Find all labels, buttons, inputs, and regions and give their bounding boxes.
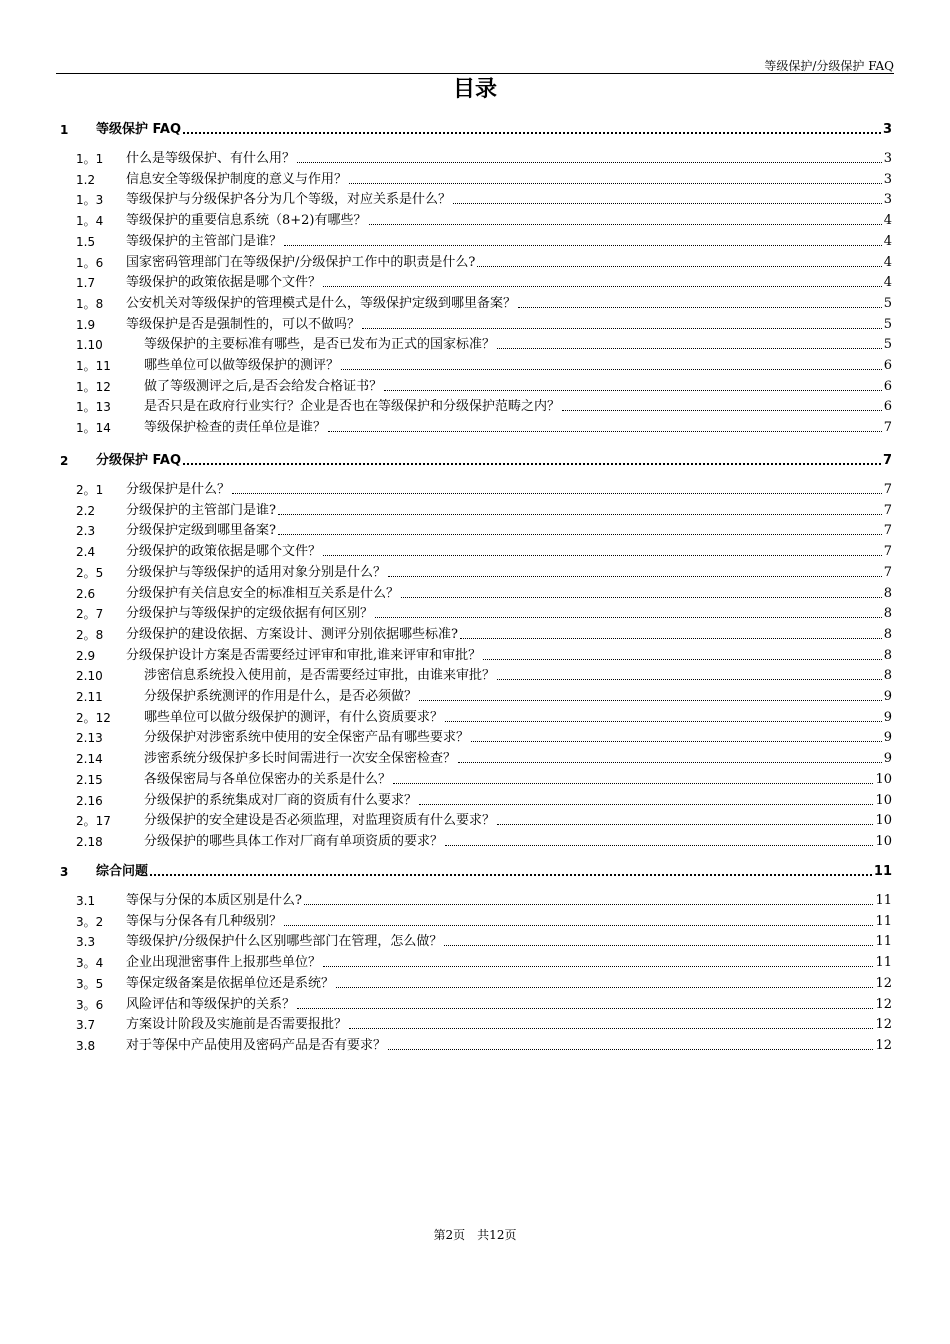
toc-entry[interactable] — [56, 891, 892, 909]
dot-leader — [445, 841, 873, 846]
dot-leader — [445, 717, 882, 722]
dot-leader — [349, 179, 882, 184]
entry-number: 1。14 — [76, 421, 111, 436]
page-number: 9 — [883, 730, 892, 746]
entry-number: 2.10 — [76, 669, 103, 684]
dot-leader — [323, 551, 882, 556]
page-number: 4 — [883, 233, 892, 249]
toc-entry[interactable] — [56, 749, 892, 767]
toc-entry[interactable] — [56, 294, 892, 312]
page-number: 12 — [875, 1017, 892, 1033]
section-title: 等级保护 FAQ — [96, 122, 182, 137]
entry-text: 分级保护的安全建设是否必须监理，对监理资质有什么要求？ — [144, 813, 496, 829]
toc-entry[interactable] — [56, 170, 892, 188]
entry-number: 1。12 — [76, 379, 111, 394]
dot-leader — [388, 572, 882, 577]
toc-entry[interactable] — [56, 356, 892, 374]
entry-text: 企业出现泄密事件上报那些单位？ — [126, 955, 322, 971]
entry-number: 3.7 — [76, 1018, 96, 1033]
entry-number: 1。4 — [76, 214, 104, 229]
page-number: 12 — [875, 1037, 892, 1053]
toc-entry[interactable] — [56, 377, 892, 395]
dot-leader — [323, 962, 873, 967]
toc-entry[interactable] — [56, 397, 892, 415]
page-number: 9 — [883, 751, 892, 767]
entry-text: 哪些单位可以做分级保护的测评，有什么资质要求？ — [144, 709, 444, 725]
entry-text: 分级保护有关信息安全的标准相互关系是什么？ — [126, 585, 400, 601]
page-number: 4 — [883, 213, 892, 229]
page-number: 7 — [883, 564, 892, 580]
dot-leader — [183, 459, 881, 465]
page-number: 3 — [883, 192, 892, 208]
dot-leader — [284, 921, 873, 926]
entry-text: 什么是等级保护、有什么用？ — [126, 151, 296, 166]
entry-text: 分级保护是什么？ — [126, 482, 231, 497]
dot-leader — [453, 199, 882, 204]
dot-leader — [497, 344, 882, 349]
page-number: 7 — [883, 544, 892, 560]
dot-leader — [297, 158, 882, 163]
entry-number: 1.10 — [76, 338, 103, 353]
entry-text: 哪些单位可以做等级保护的测评？ — [144, 358, 340, 373]
toc-entry[interactable] — [56, 1036, 892, 1054]
dot-leader — [362, 324, 882, 329]
dot-leader — [369, 220, 882, 225]
entry-text: 分级保护的哪些具体工作对厂商有单项资质的要求？ — [144, 833, 444, 849]
dot-leader — [401, 593, 882, 598]
entry-text: 分级保护系统测评的作用是什么，是否必须做？ — [144, 689, 418, 704]
entry-number: 1.9 — [76, 317, 96, 332]
page-number: 8 — [883, 668, 892, 684]
toc-entry[interactable] — [56, 974, 892, 992]
page-header: 等级保护/分级保护 FAQ — [764, 59, 894, 73]
toc-entry[interactable] — [56, 521, 892, 539]
page-number: 8 — [883, 585, 892, 601]
page-number: 11 — [875, 913, 892, 929]
section-number: 2 — [60, 454, 69, 468]
entry-text: 分级保护的政策依据是哪个文件？ — [126, 544, 322, 560]
entry-text: 分级保护对涉密系统中使用的安全保密产品有哪些要求？ — [144, 730, 470, 746]
entry-text: 等级保护的政策依据是哪个文件？ — [126, 275, 322, 291]
dot-leader — [375, 613, 882, 618]
section-title: 分级保护 FAQ — [96, 453, 182, 468]
entry-text: 涉密信息系统投入使用前，是否需要经过审批，由谁来审批？ — [144, 668, 496, 684]
section-number: 1 — [60, 123, 69, 137]
dot-leader — [328, 427, 882, 432]
page-number: 6 — [883, 358, 892, 373]
page-number: 5 — [883, 316, 892, 332]
page-number: 8 — [883, 647, 892, 663]
entry-text: 公安机关对等级保护的管理模式是什么，等级保护定级到哪里备案？ — [126, 295, 517, 311]
section-title: 综合问题 — [96, 864, 149, 879]
entry-number: 2.2 — [76, 503, 96, 518]
toc-entry[interactable] — [56, 232, 892, 250]
page-number: 9 — [883, 709, 892, 725]
entry-number: 3。5 — [76, 976, 104, 991]
toc-entry[interactable] — [56, 273, 892, 291]
entry-number: 2.6 — [76, 586, 96, 601]
dot-leader — [458, 758, 882, 763]
entry-number: 2。7 — [76, 607, 104, 622]
page-number: 10 — [875, 771, 892, 787]
entry-number: 3。4 — [76, 956, 104, 971]
page-number: 7 — [883, 482, 892, 497]
entry-text: 分级保护的系统集成对厂商的资质有什么要求？ — [144, 792, 418, 808]
page-number: 6 — [883, 399, 892, 415]
entry-number: 2.9 — [76, 648, 96, 663]
page-number: 8 — [883, 606, 892, 622]
toc-entry[interactable] — [56, 625, 892, 643]
toc-entry[interactable] — [56, 995, 892, 1013]
entry-text: 等级保护/分级保护什么区别哪些部门在管理，怎么做？ — [126, 934, 443, 950]
toc-entry[interactable] — [56, 604, 892, 622]
page-number: 11 — [873, 864, 892, 879]
dot-leader — [150, 870, 872, 876]
toc-entry[interactable] — [56, 646, 892, 664]
entry-number: 2.15 — [76, 772, 103, 787]
dot-leader — [393, 779, 873, 784]
entry-number: 3。6 — [76, 997, 104, 1012]
entry-number: 1。11 — [76, 359, 111, 373]
toc-entry[interactable] — [56, 501, 892, 519]
toc-entry[interactable] — [56, 584, 892, 602]
dot-leader — [388, 1045, 873, 1050]
page-number: 11 — [875, 893, 892, 908]
entry-text: 分级保护与等级保护的适用对象分别是什么？ — [126, 564, 387, 580]
entry-text: 各级保密局与各单位保密办的关系是什么？ — [144, 771, 392, 787]
dot-leader — [518, 303, 882, 308]
entry-text: 信息安全等级保护制度的意义与作用？ — [126, 171, 348, 187]
toc-entry[interactable] — [56, 791, 892, 809]
dot-leader — [444, 941, 873, 946]
dot-leader — [336, 983, 873, 988]
entry-number: 3.3 — [76, 935, 96, 950]
dot-leader — [278, 530, 882, 535]
toc-entry[interactable] — [56, 811, 892, 829]
entry-number: 3.8 — [76, 1038, 96, 1053]
page-number: 5 — [883, 295, 892, 311]
entry-text: 分级保护定级到哪里备案? — [126, 523, 276, 539]
entry-text: 等级保护的主要标准有哪些，是否已发布为正式的国家标准？ — [144, 337, 496, 353]
entry-number: 2。5 — [76, 565, 104, 580]
entry-number: 3.1 — [76, 894, 96, 908]
entry-text: 等级保护是否是强制性的，可以不做吗？ — [126, 316, 361, 332]
toc-entry[interactable] — [56, 418, 892, 436]
dot-leader — [323, 282, 882, 287]
toc-entry[interactable] — [56, 253, 892, 271]
entry-number: 1.5 — [76, 234, 96, 249]
toc-entry[interactable] — [56, 190, 892, 208]
entry-text: 等保与分保的本质区别是什么? — [126, 893, 302, 908]
dot-leader — [483, 655, 882, 660]
dot-leader — [460, 634, 882, 639]
toc-entry[interactable] — [56, 480, 892, 498]
entry-text: 做了等级测评之后,是否会给发合格证书？ — [144, 378, 383, 394]
toc-entry[interactable] — [56, 953, 892, 971]
dot-leader — [341, 365, 882, 370]
toc-entry[interactable] — [56, 912, 892, 930]
toc-entry[interactable] — [56, 149, 892, 167]
page-title: 目录 — [452, 77, 497, 102]
section-number: 3 — [60, 865, 69, 879]
toc-entry[interactable] — [56, 563, 892, 581]
dot-leader — [419, 696, 882, 701]
page-number: 7 — [883, 420, 892, 436]
page-number: 4 — [883, 254, 892, 270]
page-number: 10 — [875, 792, 892, 808]
toc-entry[interactable] — [56, 315, 892, 333]
entry-number: 1。3 — [76, 193, 104, 208]
page-number: 10 — [875, 833, 892, 849]
toc-entry[interactable] — [56, 770, 892, 788]
entry-number: 1。1 — [76, 152, 104, 166]
toc-entry[interactable] — [56, 832, 892, 850]
entry-text: 分级保护的建设依据、方案设计、测评分别依据哪些标准? — [126, 626, 458, 642]
toc-entry[interactable] — [56, 728, 892, 746]
entry-number: 2.14 — [76, 752, 103, 767]
entry-text: 对于等保中产品使用及密码产品是否有要求？ — [126, 1037, 387, 1053]
page-number: 7 — [882, 453, 892, 468]
page-number: 11 — [875, 955, 892, 971]
page-number: 6 — [883, 378, 892, 394]
page-number: 3 — [883, 151, 892, 166]
dot-leader — [471, 737, 882, 742]
entry-number: 2.11 — [76, 690, 103, 704]
toc-entry[interactable] — [56, 708, 892, 726]
entry-number: 1。13 — [76, 400, 111, 415]
page-footer: 第2页 共12页 — [433, 1228, 517, 1242]
entry-text: 分级保护设计方案是否需要经过评审和审批,谁来评审和审批？ — [126, 647, 482, 663]
dot-leader — [304, 900, 873, 905]
entry-text: 等保与分保各有几种级别？ — [126, 913, 283, 929]
toc-entry[interactable] — [56, 666, 892, 684]
entry-number: 2.4 — [76, 545, 96, 560]
entry-number: 2.18 — [76, 834, 103, 849]
toc-entry[interactable] — [56, 211, 892, 229]
entry-number: 1。8 — [76, 296, 104, 311]
entry-text: 等级保护的重要信息系统（8+2)有哪些？ — [126, 213, 367, 229]
entry-text: 方案设计阶段及实施前是否需要报批？ — [126, 1017, 348, 1033]
entry-text: 分级保护与等级保护的定级依据有何区别？ — [126, 606, 374, 622]
entry-number: 2。12 — [76, 710, 111, 725]
entry-text: 涉密系统分级保护多长时间需进行一次安全保密检查？ — [144, 751, 457, 767]
entry-text: 等级保护的主管部门是谁？ — [126, 233, 283, 249]
toc-section-entry[interactable] — [56, 862, 892, 880]
entry-number: 2。17 — [76, 814, 111, 829]
dot-leader — [562, 406, 882, 411]
page-number: 4 — [883, 275, 892, 291]
page-number: 9 — [883, 689, 892, 704]
entry-text: 等保定级备案是依据单位还是系统？ — [126, 975, 335, 991]
toc-section-entry[interactable] — [56, 451, 892, 469]
page-number: 11 — [875, 934, 892, 950]
page-number: 8 — [883, 626, 892, 642]
page-number: 10 — [875, 813, 892, 829]
entry-text: 等级保护检查的责任单位是谁？ — [144, 420, 327, 436]
dot-leader — [232, 489, 882, 494]
page-number: 7 — [883, 523, 892, 539]
entry-number: 2.16 — [76, 793, 103, 808]
toc-entry[interactable] — [56, 542, 892, 560]
toc-entry[interactable] — [56, 687, 892, 705]
toc-entry[interactable] — [56, 1015, 892, 1033]
dot-leader — [278, 510, 882, 515]
toc-section-entry[interactable] — [56, 120, 892, 138]
entry-text: 是否只是在政府行业实行？企业是否也在等级保护和分级保护范畴之内？ — [144, 399, 561, 415]
entry-text: 国家密码管理部门在等级保护/分级保护工作中的职责是什么? — [126, 254, 476, 270]
dot-leader — [183, 128, 881, 134]
entry-number: 1.7 — [76, 276, 96, 291]
dot-leader — [497, 820, 873, 825]
entry-text: 等级保护与分级保护各分为几个等级，对应关系是什么？ — [126, 192, 452, 208]
dot-leader — [477, 262, 881, 267]
entry-number: 2.13 — [76, 731, 103, 746]
dot-leader — [419, 800, 873, 805]
page-number: 3 — [883, 171, 892, 187]
dot-leader — [384, 386, 882, 391]
toc-entry[interactable] — [56, 932, 892, 950]
entry-number: 2。1 — [76, 483, 104, 497]
entry-number: 1.2 — [76, 172, 96, 187]
dot-leader — [284, 241, 882, 246]
page-number: 5 — [883, 337, 892, 353]
entry-number: 2。8 — [76, 627, 104, 642]
entry-number: 2.3 — [76, 524, 96, 539]
dot-leader — [297, 1004, 873, 1009]
dot-leader — [497, 675, 882, 680]
entry-text: 风险评估和等级保护的关系？ — [126, 996, 296, 1012]
page-number: 12 — [875, 996, 892, 1012]
dot-leader — [349, 1024, 873, 1029]
entry-number: 3。2 — [76, 914, 104, 929]
entry-number: 1。6 — [76, 255, 104, 270]
entry-text: 分级保护的主管部门是谁? — [126, 502, 276, 518]
page-number: 12 — [875, 975, 892, 991]
page-number: 3 — [882, 122, 892, 137]
page-number: 7 — [883, 502, 892, 518]
toc-entry[interactable] — [56, 335, 892, 353]
